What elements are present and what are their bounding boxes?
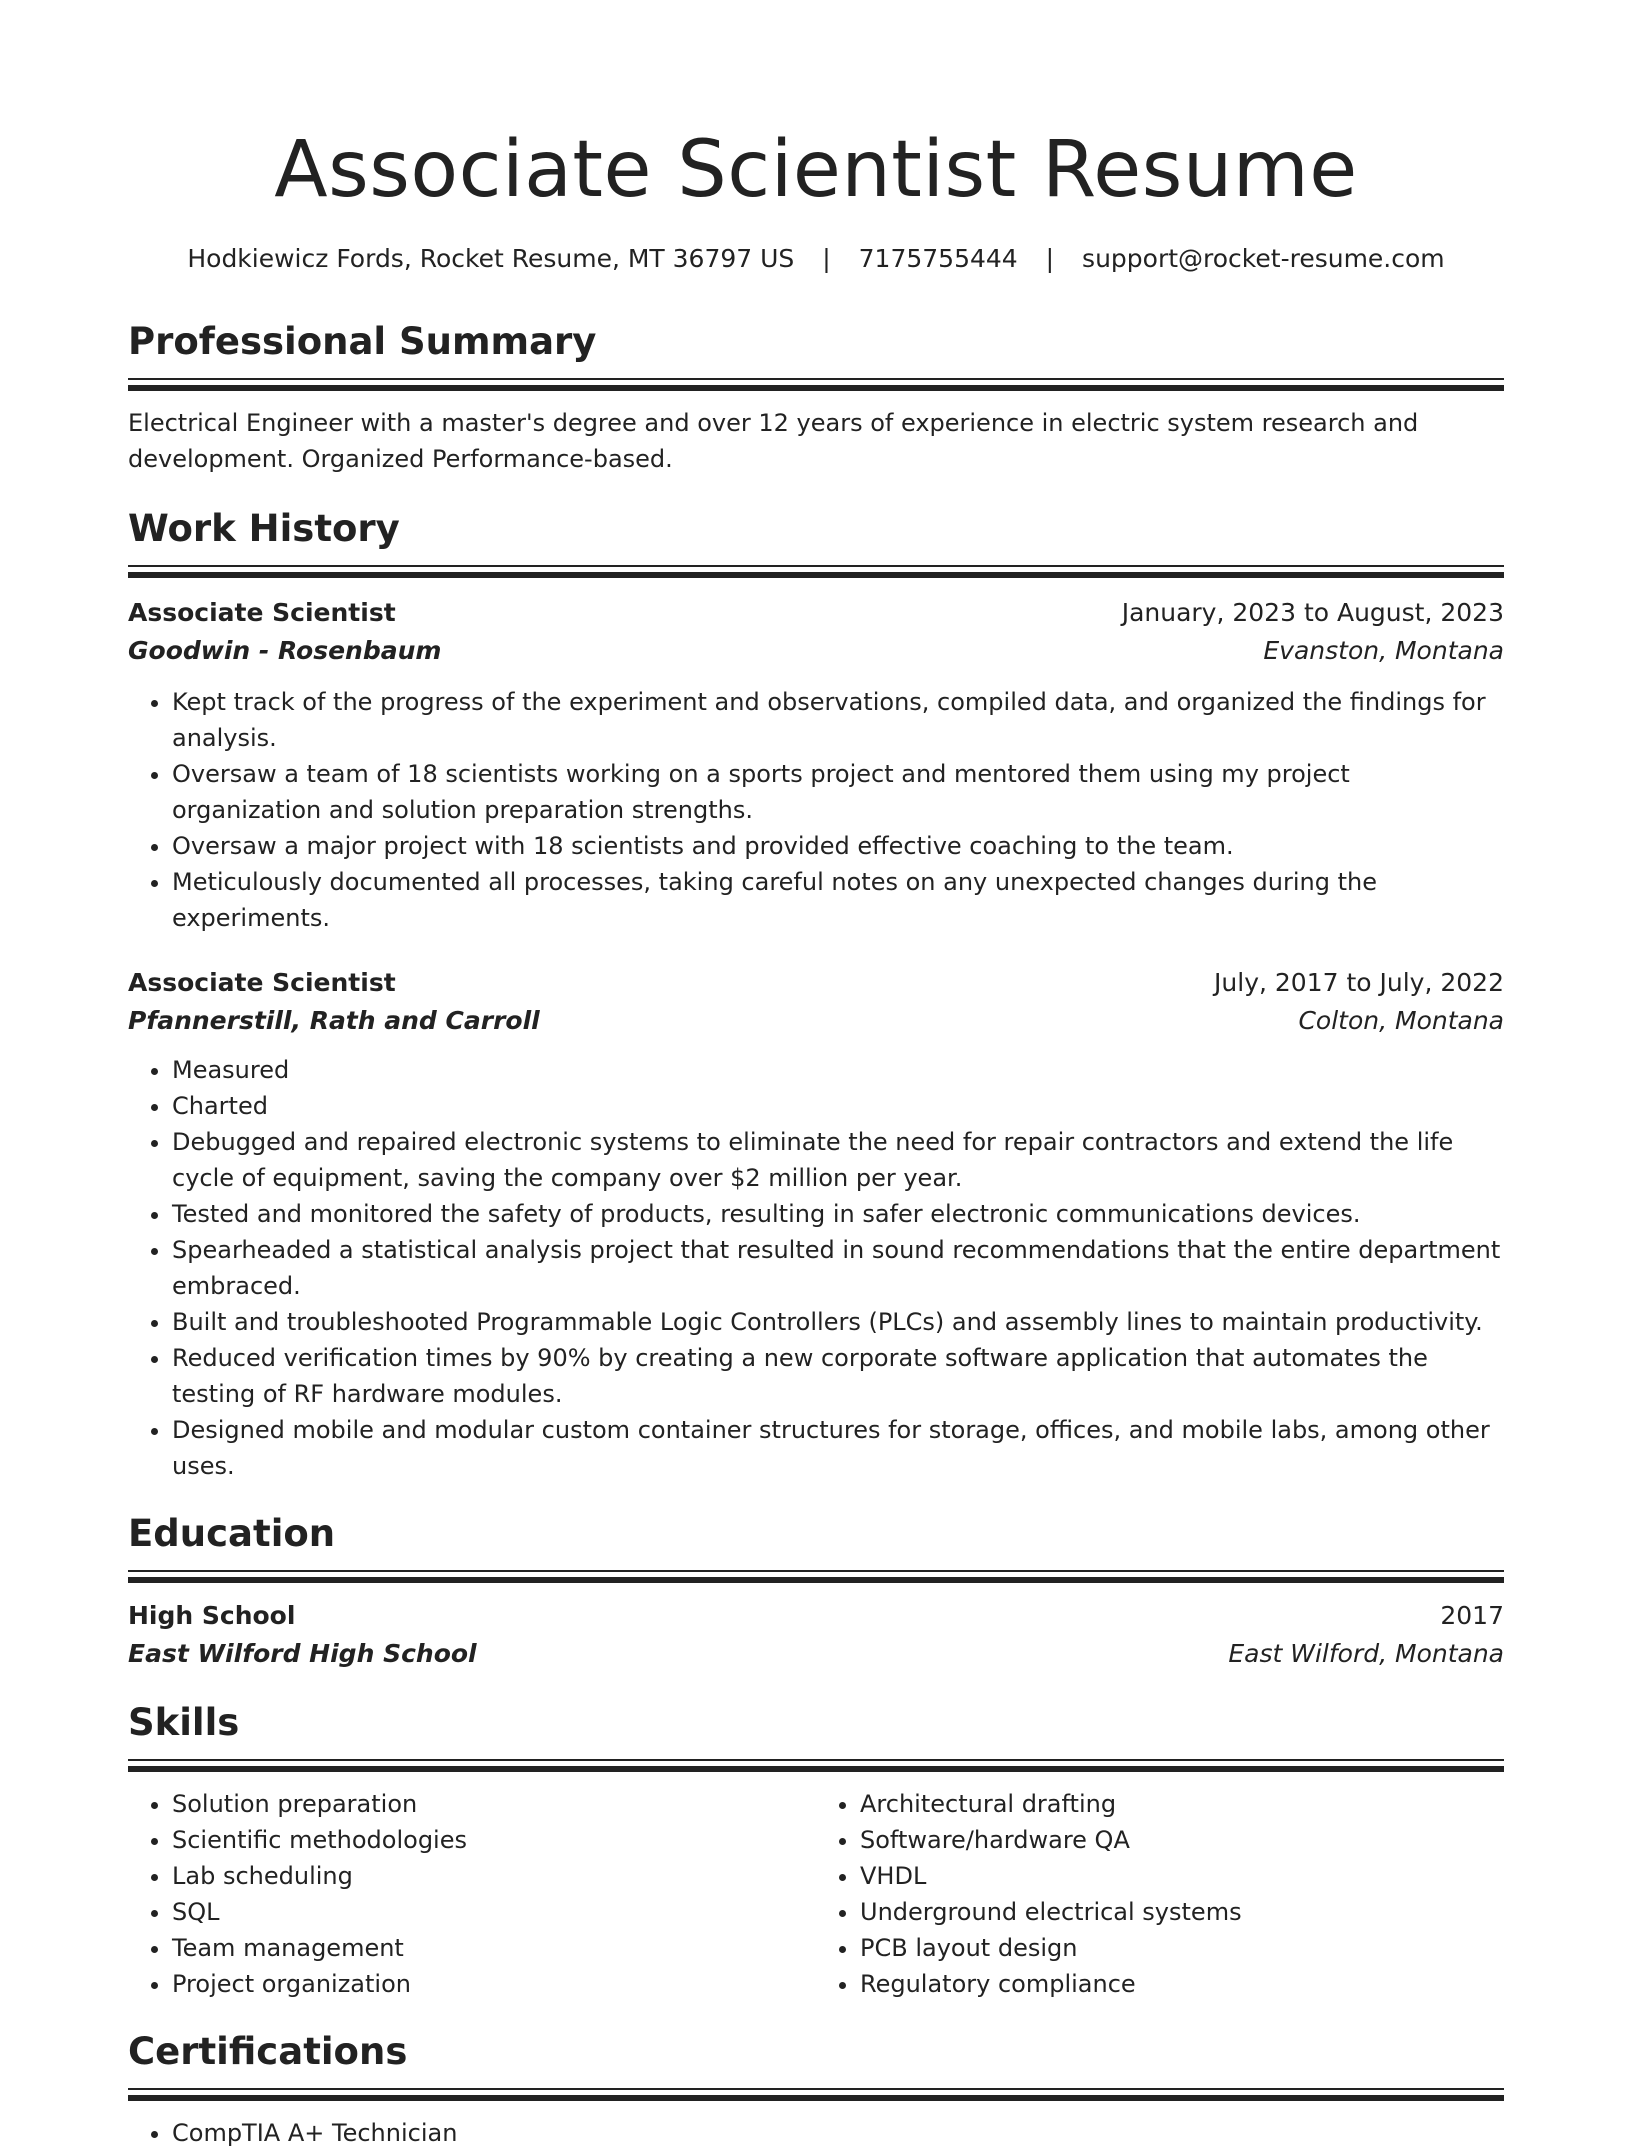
- job-bullet: • Oversaw a team of 18 scientists working on a sports project and mentored them using my project organization and solution preparation strengths.: [172, 756, 1504, 828]
- section-rule-thick: [128, 1577, 1504, 1583]
- job-bullet: • Debugged and repaired electronic systems to eliminate the need for repair contractors and extend the life cycle of equipment, saving the company over $2 million per year.: [172, 1124, 1504, 1196]
- skills-section: [128, 1699, 1504, 2002]
- skill-item: • SQL: [172, 1894, 816, 1930]
- job-bullet: • Charted: [172, 1088, 1504, 1124]
- job-dates: July, 2017 to July, 2022: [1214, 968, 1504, 997]
- education-school: East Wilford High School: [128, 1639, 477, 1668]
- education-entry: [128, 1597, 1504, 1673]
- section-rule-thick: [128, 572, 1504, 578]
- section-rule: [128, 378, 1504, 380]
- skill-item: • Underground electrical systems: [860, 1894, 1504, 1930]
- education-header: [128, 1597, 1504, 1635]
- summary-section: [128, 318, 1504, 477]
- job-bullet: • Designed mobile and modular custom container structures for storage, offices, and mobile labs, among other uses.: [172, 1412, 1504, 1484]
- section-rule: [128, 2088, 1504, 2090]
- job-subheader: [128, 632, 1504, 670]
- section-rule-thick: [128, 2095, 1504, 2101]
- job-bullet: • Spearheaded a statistical analysis project that resulted in sound recommendations that the entire department embraced.: [172, 1232, 1504, 1304]
- job-title: Associate Scientist: [128, 968, 396, 997]
- job-location: Colton, Montana: [1298, 1006, 1504, 1035]
- section-rule: [128, 565, 1504, 567]
- job-bullet: • Meticulously documented all processes, taking careful notes on any unexpected changes during the experiments.: [172, 864, 1504, 936]
- skills-columns: [128, 1786, 1504, 2002]
- contact-line: [128, 242, 1504, 276]
- job-bullets: [128, 684, 1504, 936]
- section-rule: [128, 1759, 1504, 1761]
- skill-item: • Lab scheduling: [172, 1858, 816, 1894]
- skill-item: • Solution preparation: [172, 1786, 816, 1822]
- certification-item: • CompTIA A+ Technician: [172, 2115, 1504, 2151]
- contact-phone: 7175755444: [858, 244, 1018, 273]
- job-title: Associate Scientist: [128, 598, 396, 627]
- job-header: [128, 964, 1504, 1002]
- job-employer: Pfannerstill, Rath and Carroll: [128, 1006, 540, 1035]
- job-bullet: • Built and troubleshooted Programmable Logic Controllers (PLCs) and assembly lines to maintain productivity.: [172, 1304, 1504, 1340]
- education-section: [128, 1510, 1504, 1673]
- job-employer: Goodwin - Rosenbaum: [128, 636, 442, 665]
- education-degree: High School: [128, 1601, 296, 1630]
- job-bullet: • Oversaw a major project with 18 scientists and provided effective coaching to the team.: [172, 828, 1504, 864]
- skills-list-left: [128, 1786, 816, 2002]
- section-heading: Work History: [128, 507, 400, 550]
- section-heading: Professional Summary: [128, 320, 597, 363]
- job-bullets: [128, 1052, 1504, 1484]
- certifications-section: [128, 2028, 1504, 2151]
- contact-address: Hodkiewicz Fords, Rocket Resume, MT 36797 US: [187, 244, 795, 273]
- job-bullet: • Kept track of the progress of the experiment and observations, compiled data, and organized the findings for analysis.: [172, 684, 1504, 756]
- skill-item: • Software/hardware QA: [860, 1822, 1504, 1858]
- skill-item: • Scientific methodologies: [172, 1822, 816, 1858]
- summary-text: Electrical Engineer with a master's degree and over 12 years of experience in electric system research and development. Organized Performance-based.: [128, 409, 1419, 473]
- skill-item: • VHDL: [860, 1858, 1504, 1894]
- job-dates: January, 2023 to August, 2023: [1121, 598, 1504, 627]
- section-heading: Certifications: [128, 2030, 408, 2073]
- contact-email: support@rocket-resume.com: [1082, 244, 1445, 273]
- skill-item: • Architectural drafting: [860, 1786, 1504, 1822]
- skill-item: • PCB layout design: [860, 1930, 1504, 1966]
- contact-separator: |: [1045, 244, 1055, 273]
- job-entry: [128, 964, 1504, 1484]
- job-bullet: • Measured: [172, 1052, 1504, 1088]
- job-subheader: [128, 1002, 1504, 1040]
- skill-item: • Team management: [172, 1930, 816, 1966]
- job-entry: [128, 594, 1504, 936]
- certifications-list: [128, 2115, 1504, 2151]
- education-location: East Wilford, Montana: [1228, 1639, 1504, 1668]
- skills-list-right: [816, 1786, 1504, 2002]
- job-header: [128, 594, 1504, 632]
- education-subheader: [128, 1635, 1504, 1673]
- section-heading: Education: [128, 1512, 336, 1555]
- job-location: Evanston, Montana: [1263, 636, 1504, 665]
- section-heading: Skills: [128, 1701, 240, 1744]
- job-bullet: • Reduced verification times by 90% by creating a new corporate software application that automates the testing of RF hardware modules.: [172, 1340, 1504, 1412]
- work-history-section: [128, 505, 1504, 1484]
- section-rule-thick: [128, 385, 1504, 391]
- contact-separator: |: [822, 244, 831, 273]
- resume-title: Associate Scientist Resume: [274, 125, 1358, 215]
- skill-item: • Project organization: [172, 1966, 816, 2002]
- skill-item: • Regulatory compliance: [860, 1966, 1504, 2002]
- education-year: 2017: [1440, 1601, 1504, 1630]
- section-rule-thick: [128, 1766, 1504, 1772]
- section-rule: [128, 1570, 1504, 1572]
- job-bullet: • Tested and monitored the safety of products, resulting in safer electronic communications devices.: [172, 1196, 1504, 1232]
